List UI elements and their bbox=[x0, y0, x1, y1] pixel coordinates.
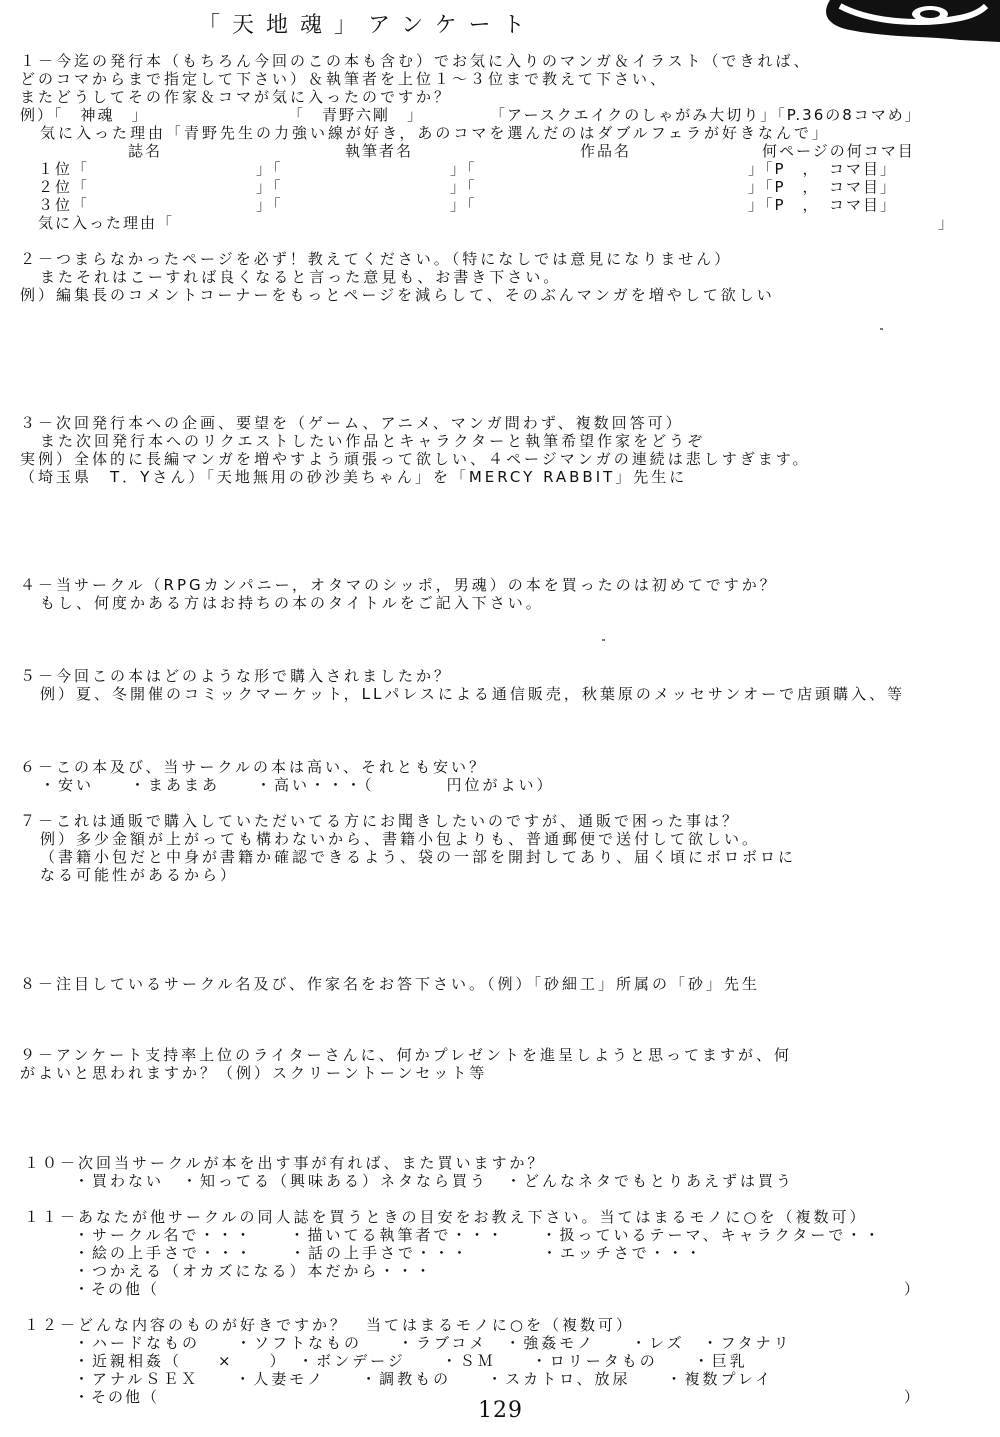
question-7 bbox=[20, 812, 980, 884]
question-5 bbox=[20, 667, 980, 703]
q1-rank-label: ２位「 bbox=[38, 178, 90, 196]
q12-line: １２－どんな内容のものが好きですか？ 当てはまるモノに○を（複数可） bbox=[24, 1316, 634, 1334]
q1-line: どのコマからまで指定して下さい）＆執筆者を上位１～３位まで教えて下さい、 bbox=[20, 70, 669, 88]
q1-line: またどうしてその作家＆コマが気に入ったのですか？ bbox=[20, 88, 453, 106]
q1-reason-row[interactable] bbox=[20, 214, 980, 232]
q1-rank-row[interactable] bbox=[20, 196, 980, 214]
question-9 bbox=[20, 1046, 980, 1082]
q1-bracket: 」「 bbox=[450, 160, 477, 178]
q2-line: ２－つまらなかったページを必ず！教えてください。（特になしでは意見になりません） bbox=[20, 250, 733, 268]
q1-page-field: 」「P ， コマ目」 bbox=[748, 178, 898, 196]
q11-options[interactable]: ・つかえる（オカズになる）本だから・・・ bbox=[74, 1262, 434, 1280]
q3-line: また次回発行本へのリクエストしたい作品とキャラクターと執筆希望作家をどうぞ bbox=[40, 432, 706, 450]
q8-line: ８－注目しているサークル名及び、作家名をお答下さい。（例）「砂細工」所属の「砂」先生 bbox=[20, 975, 760, 993]
circle-logo bbox=[810, 0, 1000, 42]
q11-options[interactable]: ・絵の上手さで・・・ ・話の上手さで・・・ ・エッチさで・・・ bbox=[74, 1244, 704, 1262]
q1-header-page: 何ページの何コマ目 bbox=[762, 142, 915, 160]
q4-line: ４－当サークル（RPGカンパニー，オタマのシッポ，男魂）の本を買ったのは初めてですか？ bbox=[20, 576, 778, 594]
q1-example-work: 「アースクエイクのしゃがみ大切り」「P.36の8コマめ」 bbox=[490, 106, 922, 124]
question-1 bbox=[20, 52, 980, 232]
q5-line: 例）夏、冬開催のコミックマーケット，LLパレスによる通信販売，秋葉原のメッセサンオーで店頭購入、等 bbox=[40, 685, 906, 703]
q1-reason-close: 」 bbox=[938, 214, 956, 232]
question-6 bbox=[20, 758, 980, 794]
q1-reason-example: 気に入った理由「青野先生の力強い線が好き，あのコマを選んだのはダブルフェラが好きなんで」 bbox=[40, 124, 831, 142]
q11-other-close: ） bbox=[904, 1280, 922, 1298]
q12-options[interactable]: ・近親相姦（ × ） ・ボンデージ ・ＳＭ ・ロリータもの ・巨乳 bbox=[74, 1352, 748, 1370]
q1-bracket: 」「 bbox=[450, 196, 477, 214]
question-10 bbox=[24, 1154, 984, 1190]
q12-options[interactable]: ・アナルＳＥＸ ・人妻モノ ・調教もの ・スカトロ、放尿 ・複数プレイ bbox=[74, 1370, 774, 1388]
q1-headers bbox=[20, 142, 980, 160]
q1-example-row bbox=[20, 106, 980, 124]
q11-other-label: ・その他（ bbox=[74, 1280, 160, 1298]
q3-line: （埼玉県 T．Yさん）「天地無用の砂沙美ちゃん」を「MERCY RABBIT」先生に bbox=[20, 468, 688, 486]
q2-line: またそれはこーすれば良くなると言った意見も、お書き下さい。 bbox=[40, 268, 562, 286]
q1-rank-row[interactable] bbox=[20, 160, 980, 178]
question-12 bbox=[24, 1316, 984, 1406]
q5-line: ５－今回この本はどのような形で購入されましたか？ bbox=[20, 667, 453, 685]
print-speck bbox=[880, 328, 883, 330]
q1-header-magazine: 誌名 bbox=[128, 142, 163, 160]
q12-other-label: ・その他（ bbox=[74, 1388, 160, 1406]
q1-rank-label: １位「 bbox=[38, 160, 90, 178]
q1-header-author: 執筆者名 bbox=[345, 142, 414, 160]
q12-options[interactable]: ・ハードなもの ・ソフトなもの ・ラブコメ ・強姦モノ ・レズ ・フタナリ bbox=[74, 1334, 792, 1352]
q7-line: なる可能性があるから） bbox=[40, 866, 239, 884]
q6-options[interactable]: ・安い ・まあまあ ・高い・・・（ 円位がよい） bbox=[40, 776, 555, 794]
q1-example-magazine: 例）「 神魂 」 bbox=[20, 106, 149, 124]
q1-bracket: 」「 bbox=[256, 178, 283, 196]
q2-line: 例）編集長のコメントコーナーをもっとページを減らして、そのぶんマンガを増やして欲しい bbox=[20, 286, 775, 304]
print-speck bbox=[602, 639, 605, 641]
q1-page-field: 」「P ， コマ目」 bbox=[748, 196, 898, 214]
q1-line: １－今迄の発行本（もちろん今回のこの本も含む）でお気に入りのマンガ＆イラスト（できれば、 bbox=[20, 52, 812, 70]
q11-other-row[interactable] bbox=[24, 1280, 984, 1298]
q1-rank-label: ３位「 bbox=[38, 196, 90, 214]
q7-line: 例）多少金額が上がっても構わないから、書籍小包よりも、普通郵便で送付して欲しい。 bbox=[40, 830, 761, 848]
q1-bracket: 」「 bbox=[450, 178, 477, 196]
q1-bracket: 」「 bbox=[256, 196, 283, 214]
q9-line: がよいと思われますか？（例）スクリーントーンセット等 bbox=[20, 1064, 488, 1082]
question-2 bbox=[20, 250, 980, 304]
q4-line: もし、何度かある方はお持ちの本のタイトルをご記入下さい。 bbox=[40, 594, 544, 612]
question-4 bbox=[20, 576, 980, 612]
page-number: 129 bbox=[478, 1398, 523, 1423]
q12-other-close: ） bbox=[904, 1388, 922, 1406]
q1-header-work: 作品名 bbox=[580, 142, 632, 160]
q7-line: ７－これは通販で購入していただいてる方にお聞きしたいのですが、通販で困った事は？ bbox=[20, 812, 741, 830]
question-11 bbox=[24, 1208, 984, 1298]
q3-line: ３－次回発行本への企画、要望を（ゲーム、アニメ、マンガ問わず、複数回答可） bbox=[20, 414, 684, 432]
question-3 bbox=[20, 414, 980, 486]
q6-line: ６－この本及び、当サークルの本は高い、それとも安い？ bbox=[20, 758, 487, 776]
q10-line: １０－次回当サークルが本を出す事が有れば、また買いますか？ bbox=[24, 1154, 546, 1172]
q1-example-author: 「 青野六剛 」 bbox=[288, 106, 425, 124]
question-8 bbox=[20, 975, 980, 993]
q1-rank-row[interactable] bbox=[20, 178, 980, 196]
q7-line: （書籍小包だと中身が書籍か確認できるよう、袋の一部を開封してあり、届く頃にボロボロに bbox=[40, 848, 797, 866]
q9-line: ９－アンケート支持率上位のライターさんに、何かプレゼントを進呈しようと思ってますが、何 bbox=[20, 1046, 793, 1064]
q3-line: 実例）全体的に長編マンガを増やすよう頑張って欲しい、４ページマンガの連続は悲しすぎます。 bbox=[20, 450, 811, 468]
page-title: 「天地魂」アンケート bbox=[198, 13, 537, 38]
q1-reason-label: 気に入った理由「 bbox=[38, 214, 175, 232]
q1-page-field: 」「P ， コマ目」 bbox=[748, 160, 898, 178]
q11-line: １１－あなたが他サークルの同人誌を買うときの目安をお教え下さい。当てはまるモノに○を（複数可） bbox=[24, 1208, 868, 1226]
q10-options[interactable]: ・買わない ・知ってる（興味ある）ネタなら買う ・どんなネタでもとりあえずは買う bbox=[74, 1172, 795, 1190]
q11-options[interactable]: ・サークル名で・・・ ・描いてる執筆者で・・・ ・扱っているテーマ、キャラクターで・・ bbox=[74, 1226, 883, 1244]
q1-bracket: 」「 bbox=[256, 160, 283, 178]
